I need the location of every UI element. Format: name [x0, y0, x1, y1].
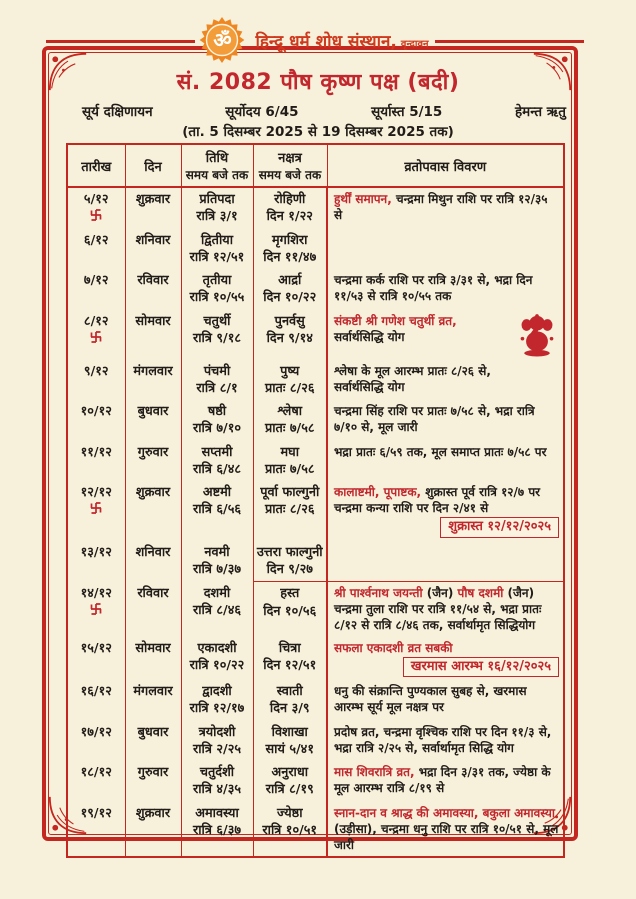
date-cell: [67, 400, 125, 441]
col-header-tithi: [181, 144, 253, 187]
table-row: [67, 761, 564, 802]
nakshatra-name: चित्रा: [278, 640, 301, 656]
date-value: १८/१२: [80, 765, 112, 781]
org-place: वृन्दावन: [400, 38, 429, 50]
nakshatra-time: प्रातः ७/५८: [264, 421, 315, 437]
tithi-time: रात्रि ४/३५: [192, 782, 242, 798]
tithi-name: सप्तमी: [201, 444, 233, 460]
date-value: ८/१२: [83, 313, 109, 329]
date-value: १२/१२: [80, 485, 112, 501]
details-cell: [327, 360, 564, 401]
nakshatra-cell: [253, 187, 327, 229]
nakshatra-name: पुनर्वसु: [274, 313, 305, 329]
tithi-name: चतुर्दशी: [199, 765, 235, 781]
day-cell: रविवार: [125, 582, 181, 637]
day-cell: शनिवार: [125, 541, 181, 582]
tithi-name: अष्टमी: [202, 485, 232, 501]
date-cell: [67, 360, 125, 401]
nakshatra-time: दिन ९/१४: [266, 330, 313, 346]
tithi-name: एकादशी: [197, 640, 237, 656]
col-header-nakshatra-sub: समय बजे तक: [258, 168, 322, 182]
tithi-time: रात्रि १२/५१: [189, 249, 245, 265]
date-value: १९/१२: [80, 805, 112, 821]
date-cell: [67, 229, 125, 270]
date-value: ९/१२: [83, 363, 109, 379]
day-cell: सोमवार: [125, 310, 181, 360]
details-cell: [327, 541, 564, 582]
tithi-name: द्वादशी: [202, 684, 232, 699]
tithi-time: रात्रि ८/१: [196, 380, 238, 396]
col-header-nakshatra-title: नक्षत्र: [278, 151, 302, 166]
date-cell: [67, 441, 125, 482]
date-value: ७/१२: [83, 273, 109, 289]
nakshatra-name: आर्द्रा: [278, 273, 302, 289]
tithi-cell: [181, 721, 253, 762]
detail-text: चन्द्रमा तुला राशि पर रात्रि ११/५४ से, भद्रा प्रातः ८/१२ से रात्रि ८/४६ तक, सर्वार्थामृत सिद्धियोग: [334, 602, 542, 633]
tithi-cell: [181, 637, 253, 680]
table-row: [67, 229, 564, 270]
tithi-time: रात्रि ७/१०: [192, 421, 242, 437]
tithi-name: पंचमी: [203, 363, 231, 379]
tithi-name: चतुर्थी: [203, 313, 231, 329]
nakshatra-cell: [253, 229, 327, 270]
org-name-block: [255, 29, 428, 52]
detail-text: (जैन): [426, 586, 458, 601]
col-header-details: व्रतोपवास विवरण: [327, 144, 564, 187]
nakshatra-name: पूर्वा फाल्गुनी: [260, 485, 320, 501]
highlight-box: खरमास आरम्भ १६/१२/२०२५: [403, 657, 559, 677]
panchang-table-body: [67, 187, 564, 857]
tithi-time: रात्रि ९/१८: [192, 330, 242, 346]
nakshatra-name: अनुराधा: [271, 765, 309, 781]
tithi-cell: [181, 360, 253, 401]
table-row: [67, 802, 564, 857]
details-cell: [327, 269, 564, 310]
nakshatra-time: दिन १०/५६: [263, 603, 317, 619]
date-value: १५/१२: [80, 640, 112, 656]
table-row: [67, 441, 564, 482]
tithi-cell: [181, 187, 253, 229]
nakshatra-time: दिन १२/५१: [263, 657, 317, 673]
swastika-icon: [90, 331, 102, 343]
sun-info-row: [82, 102, 566, 120]
sunset-value: सूर्यास्त 5/15: [371, 104, 443, 120]
date-value: १०/१२: [80, 404, 112, 420]
banner-rule-left: [46, 40, 195, 43]
date-range: (ता. 5 दिसम्बर 2025 से 19 दिसम्बर 2025 तक): [182, 124, 454, 140]
date-cell: [67, 582, 125, 637]
tithi-cell: [181, 541, 253, 582]
date-value: १७/१२: [80, 724, 112, 740]
detail-text: चन्द्रमा कन्या राशि पर दिन २/४१ से: [334, 501, 489, 516]
detail-text: श्लेषा के मूल आरम्भ प्रातः ८/२६ से,: [334, 363, 491, 378]
table-row: [67, 637, 564, 680]
season-label: हेमन्त ऋतु: [514, 104, 566, 120]
day-cell: मंगलवार: [125, 680, 181, 721]
col-header-nakshatra: [253, 144, 327, 187]
om-sunburst-icon: [199, 17, 245, 63]
tithi-cell: [181, 229, 253, 270]
tithi-name: तृतीया: [202, 273, 232, 289]
tithi-cell: [181, 582, 253, 637]
nakshatra-name: स्वाती: [276, 684, 303, 699]
detail-text-red: मास शिवरात्रि व्रत,: [334, 765, 415, 780]
detail-text: चन्द्रमा सिंह राशि पर प्रातः ७/५८ से, भद्रा रात्रि ७/१० से, मूल जारी: [334, 404, 535, 435]
tithi-time: रात्रि ३/१: [196, 209, 238, 225]
detail-text-red: हुर्थीं समापन,: [334, 192, 392, 206]
table-row: [67, 400, 564, 441]
day-cell: शुक्रवार: [125, 481, 181, 541]
day-cell: रविवार: [125, 269, 181, 310]
detail-text: भद्रा दिन ३/३१ तक, ज्येष्ठा के मूल आरम्भ रात्रि ८/१९ से: [334, 765, 551, 796]
ayan-label: सूर्य दक्षिणायन: [82, 104, 153, 120]
table-row: [67, 269, 564, 310]
details-cell: [327, 582, 564, 637]
org-name: हिन्दू धर्म शोध संस्थान,: [255, 31, 397, 52]
tithi-time: रात्रि १०/२२: [189, 657, 245, 673]
date-value: १४/१२: [80, 585, 112, 601]
detail-text-red: स्नान-दान व श्राद्ध की अमावस्या, बकुला अमावस्या: [334, 805, 555, 820]
detail-text-red: सफला एकादशी व्रत सबकी: [334, 640, 453, 655]
tithi-cell: [181, 761, 253, 802]
nakshatra-cell: [253, 269, 327, 310]
nakshatra-name: मघा: [280, 444, 300, 460]
nakshatra-cell: [253, 541, 327, 582]
details-cell: [327, 721, 564, 762]
day-cell: बुधवार: [125, 721, 181, 762]
detail-text: चन्द्रमा कर्क राशि पर रात्रि ३/३१ से, भद्रा दिन ११/५३ से रात्रि १०/५५ तक: [334, 273, 533, 304]
nakshatra-name: पुष्य: [280, 363, 300, 379]
detail-text: (जैन): [507, 586, 535, 601]
nakshatra-time: सायं ५/४१: [265, 741, 314, 757]
day-cell: सोमवार: [125, 637, 181, 680]
nakshatra-cell: [253, 481, 327, 541]
nakshatra-time: दिन ११/४७: [263, 249, 317, 265]
nakshatra-name: ज्येष्ठा: [276, 805, 303, 821]
nakshatra-cell: [253, 582, 327, 637]
table-row: [67, 310, 564, 360]
highlight-box: शुक्रास्त १२/१२/२०२५: [440, 517, 559, 537]
ganesh-icon: [517, 313, 557, 357]
date-cell: [67, 269, 125, 310]
date-value: १३/१२: [80, 544, 112, 560]
nakshatra-name: हस्त: [280, 586, 300, 602]
table-row: [67, 541, 564, 582]
tithi-name: प्रतिपदा: [199, 192, 235, 207]
nakshatra-time: प्रातः ८/२६: [264, 502, 315, 518]
table-row: [67, 481, 564, 541]
tithi-time: रात्रि १२/१७: [189, 701, 245, 717]
details-cell: [327, 441, 564, 482]
date-cell: [67, 481, 125, 541]
details-cell: [327, 229, 564, 270]
tithi-name: नवमी: [204, 544, 230, 560]
nakshatra-cell: [253, 400, 327, 441]
om-glyph: ॐ: [213, 28, 232, 52]
date-cell: [67, 680, 125, 721]
tithi-time: रात्रि ८/४६: [192, 603, 242, 619]
tithi-time: रात्रि ६/३७: [192, 822, 242, 838]
date-value: ६/१२: [83, 232, 109, 248]
table-row: [67, 721, 564, 762]
nakshatra-time: दिन ३/९: [269, 701, 310, 717]
date-cell: [67, 541, 125, 582]
date-value: ५/१२: [83, 192, 109, 207]
nakshatra-time: रात्रि १०/५१: [262, 822, 318, 838]
detail-text: प्रदोष व्रत, चन्द्रमा वृश्चिक राशि पर दिन ११/३ से, भद्रा रात्रि २/२५ से, सर्वार्थामृत सिद्धि योग: [334, 724, 552, 755]
panchang-table: [66, 143, 565, 858]
nakshatra-name: मृगशिरा: [272, 232, 308, 248]
swastika-icon: [90, 502, 102, 514]
nakshatra-time: दिन ९/२७: [266, 562, 313, 578]
tithi-name: द्वितीया: [200, 232, 234, 248]
details-cell: [327, 637, 564, 680]
nakshatra-name: श्लेषा: [277, 404, 303, 420]
tithi-cell: [181, 680, 253, 721]
date-cell: [67, 761, 125, 802]
day-cell: गुरुवार: [125, 441, 181, 482]
nakshatra-name: विशाखा: [271, 724, 308, 740]
tithi-cell: [181, 481, 253, 541]
tithi-cell: [181, 400, 253, 441]
tithi-time: रात्रि ६/४८: [192, 461, 242, 477]
tithi-cell: [181, 269, 253, 310]
day-cell: मंगलवार: [125, 360, 181, 401]
detail-text: (उड़ीसा), चन्द्रमा धनु राशि पर रात्रि १०/५१ से, मूल जारी: [334, 821, 559, 852]
detail-text-red: कालाष्टमी, पूपाष्टक,: [334, 485, 422, 500]
nakshatra-cell: [253, 802, 327, 857]
swastika-icon: [90, 603, 102, 615]
nakshatra-cell: [253, 637, 327, 680]
table-header-row: [67, 144, 564, 187]
col-header-tithi-title: तिथि: [205, 151, 229, 166]
nakshatra-name: रोहिणी: [274, 192, 306, 207]
tithi-cell: [181, 310, 253, 360]
banner-rule-right: [435, 40, 584, 43]
details-cell: [327, 187, 564, 229]
col-header-tithi-sub: समय बजे तक: [185, 168, 249, 182]
day-cell: शुक्रवार: [125, 802, 181, 857]
table-row: [67, 360, 564, 401]
date-value: ११/१२: [80, 444, 112, 460]
nakshatra-cell: [253, 680, 327, 721]
nakshatra-cell: [253, 310, 327, 360]
details-cell: [327, 310, 564, 360]
detail-text-red: संकष्टी श्री गणेश चतुर्थी व्रत,: [334, 313, 457, 328]
tithi-time: रात्रि ७/३७: [192, 562, 242, 578]
nakshatra-cell: [253, 761, 327, 802]
day-cell: गुरुवार: [125, 761, 181, 802]
tithi-time: रात्रि २/२५: [192, 741, 242, 757]
org-banner: [46, 18, 584, 62]
tithi-time: रात्रि ६/५६: [192, 502, 242, 518]
tithi-cell: [181, 441, 253, 482]
day-cell: बुधवार: [125, 400, 181, 441]
date-cell: [67, 637, 125, 680]
tithi-name: दशमी: [203, 585, 231, 601]
detail-text-red: श्री पार्श्वनाथ जयन्ती: [334, 586, 427, 601]
date-cell: [67, 310, 125, 360]
nakshatra-time: प्रातः ८/२६: [264, 380, 315, 396]
detail-text: सर्वार्थसिद्धि योग: [334, 329, 405, 344]
table-row: [67, 187, 564, 229]
table-row: [67, 582, 564, 637]
col-header-day: दिन: [125, 144, 181, 187]
detail-text: शुक्रास्त पूर्व रात्रि १२/७ पर: [421, 485, 541, 500]
nakshatra-cell: [253, 441, 327, 482]
tithi-time: रात्रि १०/५५: [189, 290, 245, 306]
nakshatra-time: प्रातः ७/५८: [264, 461, 315, 477]
nakshatra-time: दिन १०/२२: [263, 290, 317, 306]
sunrise-value: सूर्योदय 6/45: [225, 104, 299, 120]
nakshatra-name: उत्तरा फाल्गुनी: [256, 544, 323, 560]
detail-text: चन्द्रमा मिथुन राशि पर रात्रि १२/३५ से: [334, 192, 548, 223]
swastika-icon: [90, 209, 102, 221]
nakshatra-cell: [253, 360, 327, 401]
table-row: [67, 680, 564, 721]
tithi-name: त्रयोदशी: [198, 724, 236, 740]
tithi-name: षष्ठी: [207, 404, 227, 420]
details-cell: [327, 802, 564, 857]
tithi-cell: [181, 802, 253, 857]
date-cell: [67, 187, 125, 229]
detail-text: धनु की संक्रान्ति पुण्यकाल सुबह से, खरमास आरम्भ सूर्य मूल नक्षत्र पर: [334, 684, 527, 715]
nakshatra-time: रात्रि ८/१९: [265, 782, 314, 798]
date-cell: [67, 721, 125, 762]
nakshatra-cell: [253, 721, 327, 762]
detail-text: सर्वार्थसिद्धि योग: [334, 379, 405, 394]
day-cell: शुक्रवार: [125, 187, 181, 229]
tithi-name: अमावस्या: [195, 805, 239, 821]
date-value: १६/१२: [80, 684, 112, 699]
page-title: सं. 2082 पौष कृष्ण पक्ष (बदी): [176, 70, 460, 95]
details-cell: [327, 400, 564, 441]
date-cell: [67, 802, 125, 857]
details-cell: [327, 481, 564, 541]
nakshatra-time: दिन १/२२: [266, 209, 313, 225]
details-cell: [327, 761, 564, 802]
day-cell: शनिवार: [125, 229, 181, 270]
detail-text-red: पौष दशमी: [457, 586, 508, 601]
detail-text: भद्रा प्रातः ६/५९ तक, मूल समाप्त प्रातः ७/५८ पर: [334, 444, 547, 459]
col-header-date: तारीख: [67, 144, 125, 187]
details-cell: [327, 680, 564, 721]
